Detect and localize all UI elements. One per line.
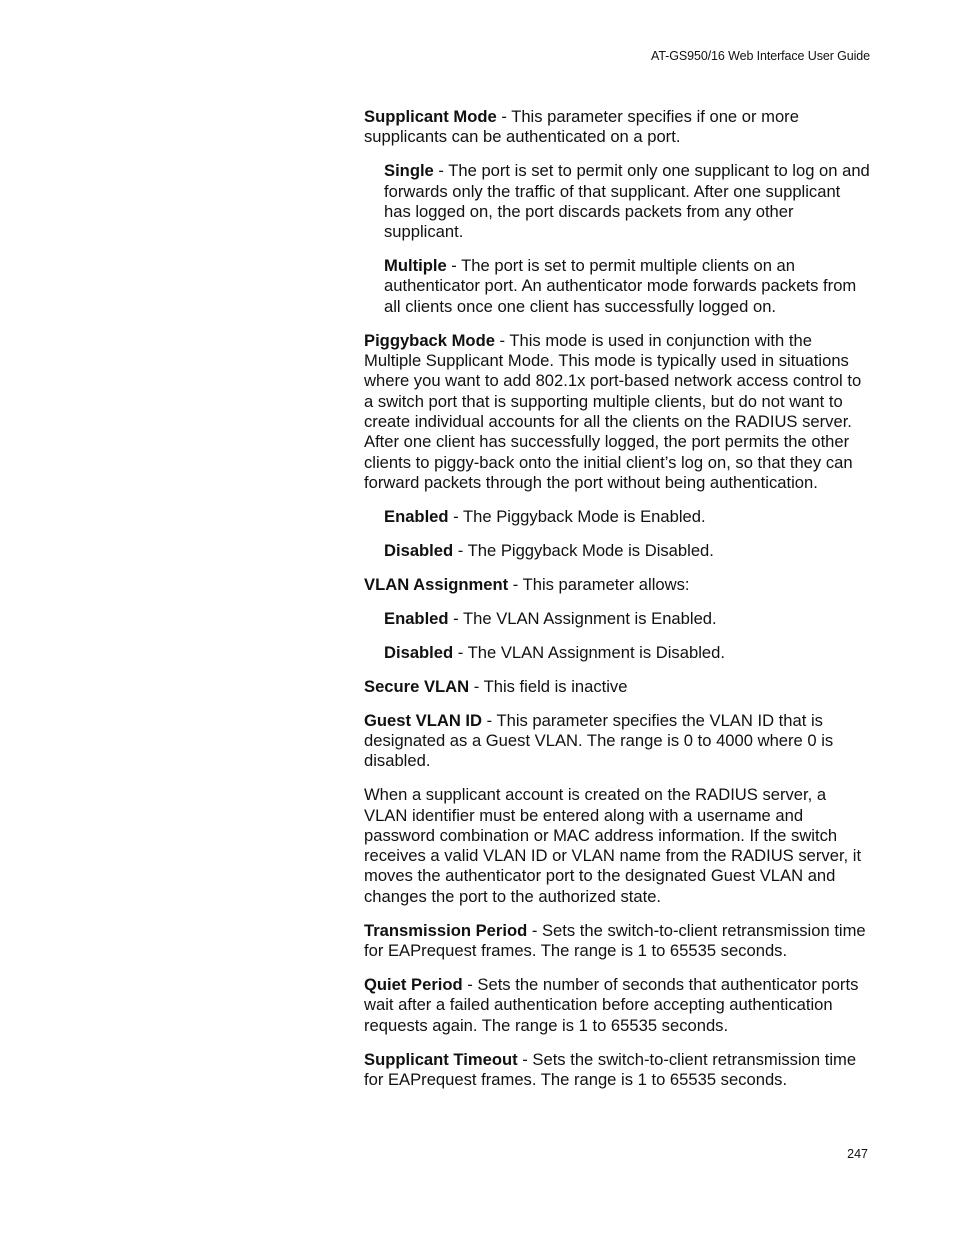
- description: - The VLAN Assignment is Disabled.: [453, 642, 725, 662]
- description: - The port is set to permit only one supplicant to log on and forwards only the traffic of that supplicant. After one supplicant has logged on, the port discards packets from any other supplicant.: [384, 161, 870, 242]
- paragraph-vlan-disabled: [384, 643, 870, 663]
- term: Single: [384, 161, 434, 181]
- description: - Sets the switch-to-client retransmission time for EAPrequest frames. The range is 1 to 65535 seconds.: [364, 920, 866, 961]
- description: - This parameter specifies if one or more supplicants can be authenticated on a port.: [364, 107, 799, 147]
- paragraph-quiet-period: [364, 975, 870, 1036]
- term: Supplicant Mode: [364, 107, 497, 126]
- description: When a supplicant account is created on the RADIUS server, a VLAN identifier must be entered along with a username and password combination or MAC address information. If the switch receives a valid VLAN ID or VLAN name from the RADIUS server, it moves the authenticator port to the designated Guest VLAN and changes the port to the authorized state.: [364, 785, 862, 906]
- term: Enabled: [384, 506, 449, 526]
- description: - This parameter specifies the VLAN ID that is designated as a Guest VLAN. The range is 0 to 4000 where 0 is disabled.: [364, 710, 834, 771]
- document-body: [364, 107, 870, 1104]
- paragraph-supplicant-timeout: [364, 1050, 870, 1091]
- paragraph-vlan-enabled: [384, 609, 870, 629]
- term: Disabled: [384, 540, 454, 560]
- term: Multiple: [384, 256, 447, 276]
- paragraph-vlan-assignment: [364, 575, 870, 595]
- description: - The Piggyback Mode is Disabled.: [453, 540, 714, 560]
- description: - Sets the number of seconds that authenticator ports wait after a failed authentication before accepting authentication requests again. The range is 1 to 65535 seconds.: [364, 975, 859, 1035]
- term: Quiet Period: [364, 975, 463, 995]
- description: - This parameter allows:: [508, 574, 690, 594]
- term: Secure VLAN: [364, 676, 470, 696]
- running-header: AT-GS950/16 Web Interface User Guide: [651, 49, 870, 63]
- term: Enabled: [384, 608, 449, 628]
- paragraph-piggyback-enabled: [384, 507, 870, 527]
- term: Guest VLAN ID: [364, 710, 483, 730]
- description: - Sets the switch-to-client retransmission time for EAPrequest frames. The range is 1 to 65535 seconds.: [364, 1049, 857, 1089]
- paragraph-piggyback-disabled: [384, 541, 870, 561]
- description: - This mode is used in conjunction with the Multiple Supplicant Mode. This mode is typically used in situations where you want to add 802.1x port-based network access control to a switch port that is supporting multiple clients, but do not want to create individual accounts for all the clients on the RADIUS server. After one client has successfully logged, the port permits the other clients to piggy-back onto the initial client’s log on, so that they can forward packets through the port without being authentication.: [364, 330, 862, 492]
- paragraph-secure-vlan: [364, 677, 870, 697]
- paragraph-multiple: [384, 256, 870, 317]
- page-number: 247: [847, 1147, 868, 1161]
- paragraph-guest-vlan-id: [364, 711, 870, 772]
- term: Transmission Period: [364, 920, 528, 940]
- description: - The VLAN Assignment is Enabled.: [448, 608, 717, 628]
- description: - The port is set to permit multiple clients on an authenticator port. An authenticator mode forwards packets from all clients once one client has successfully logged on.: [384, 256, 857, 316]
- term: Supplicant Timeout: [364, 1049, 518, 1069]
- paragraph-piggyback-mode: [364, 331, 870, 493]
- paragraph-supplicant-mode: [364, 107, 870, 148]
- description: - The Piggyback Mode is Enabled.: [448, 506, 706, 526]
- paragraph-transmission-period: [364, 921, 870, 962]
- description: - This field is inactive: [469, 676, 628, 696]
- term: Disabled: [384, 642, 454, 662]
- paragraph-single: [384, 161, 870, 242]
- term: Piggyback Mode: [364, 330, 495, 350]
- paragraph-radius-note: [364, 785, 870, 907]
- term: VLAN Assignment: [364, 574, 509, 594]
